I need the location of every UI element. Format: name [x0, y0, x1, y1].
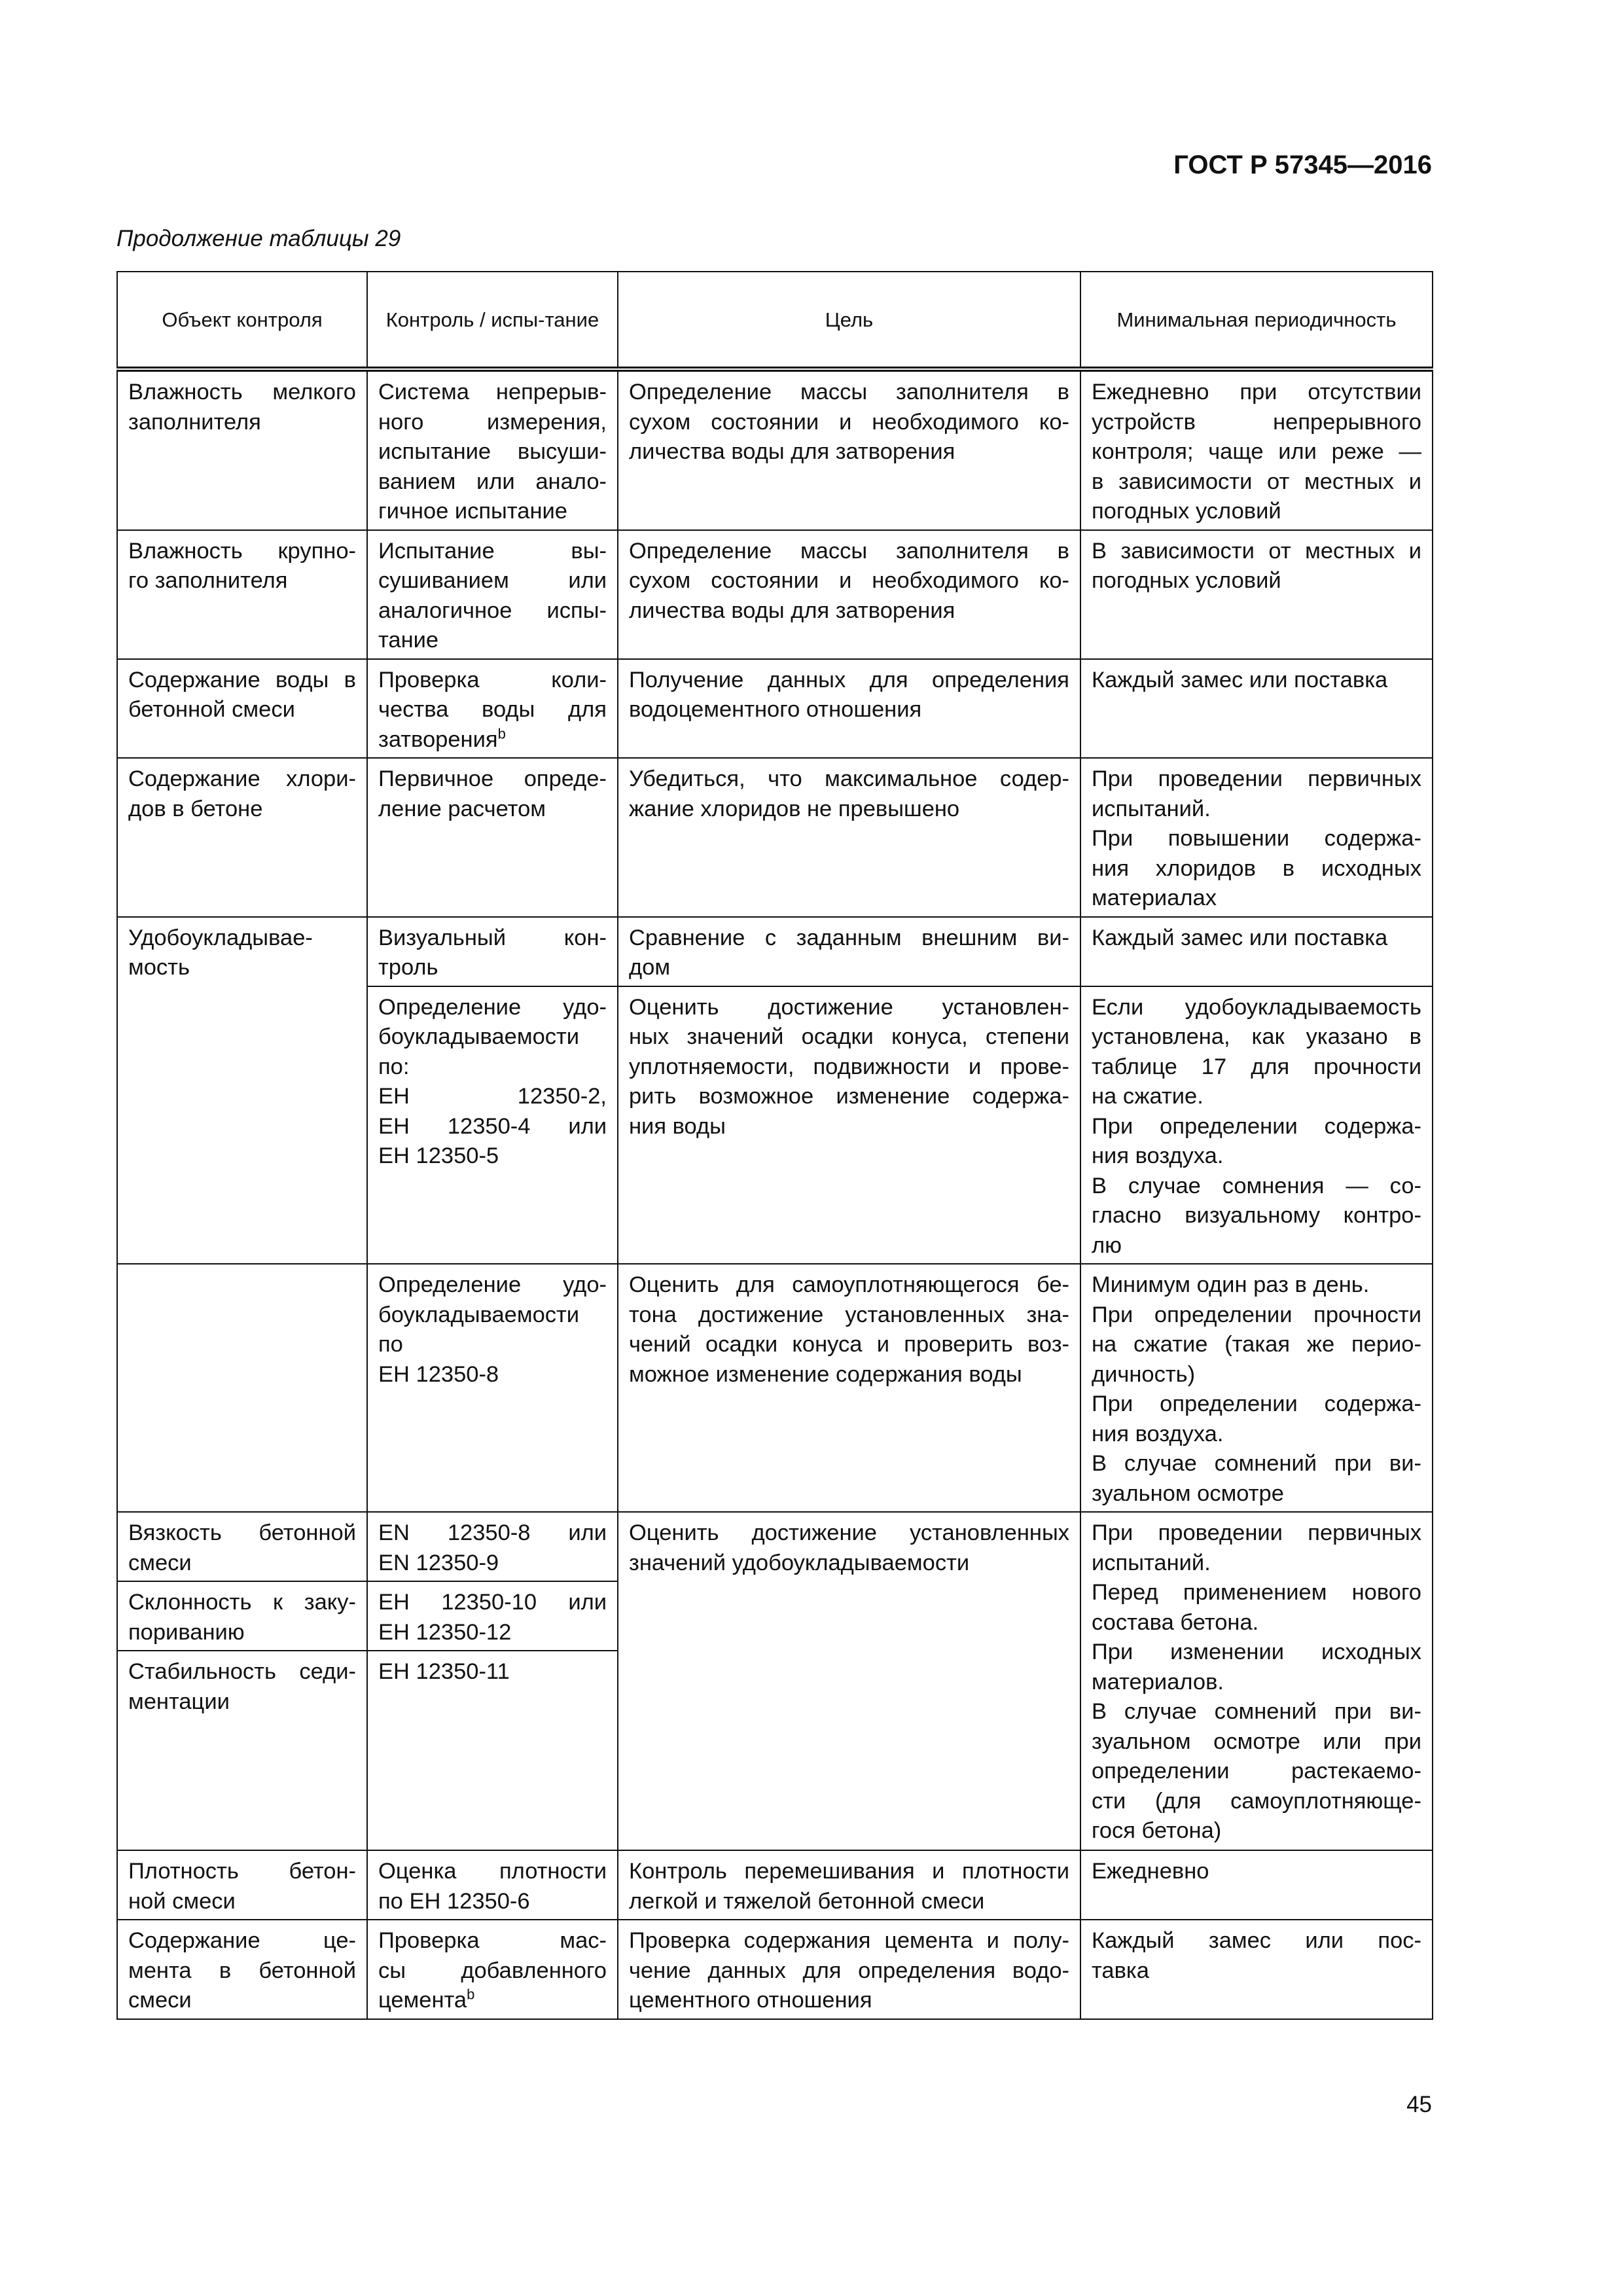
table-caption: Продолжение таблицы 29	[116, 226, 401, 251]
cell-object	[117, 1581, 367, 1651]
cell-line: состава бетона.	[1092, 1609, 1259, 1635]
cell-line: Первичное опреде-	[378, 766, 607, 791]
cell-line: устройств непрерывного	[1092, 409, 1421, 435]
cell-line: личества воды для затворения	[629, 439, 955, 464]
table-row	[117, 369, 1433, 530]
cell-line: EN 12350-8 или	[378, 1520, 607, 1545]
cell-period	[1080, 659, 1433, 759]
cell-control	[367, 1850, 618, 1920]
cell-line: В случае сомнений при ви-	[1092, 1451, 1421, 1476]
cell-line: дов в бетоне	[128, 796, 263, 821]
cell-line: Проверка содержания цемента и полу-	[629, 1928, 1069, 1953]
cell-control	[367, 369, 618, 530]
cell-line: ванием или анало-	[378, 469, 607, 494]
cell-line: Стабильность седи-	[128, 1659, 356, 1684]
cell-line: Вязкость бетонной	[128, 1520, 356, 1545]
cell-line: по	[378, 1332, 403, 1357]
cell-goal	[618, 986, 1080, 1265]
cell-control	[367, 1581, 618, 1651]
table-row	[117, 1920, 1433, 2019]
cell-line: в зависимости от местных и	[1092, 469, 1421, 494]
cell-line: Если удобоукладываемость	[1092, 994, 1421, 1020]
cell-line: EN 12350-9	[378, 1550, 499, 1575]
cell-period	[1080, 1920, 1433, 2019]
cell-line: значений удобоукладываемости	[629, 1550, 970, 1575]
cell-line: на сжатие (такая же перио-	[1092, 1332, 1421, 1357]
cell-line: Определение массы заполнителя в	[629, 538, 1069, 564]
cell-line: Оценка плотности	[378, 1859, 607, 1884]
cell-line: по:	[378, 1054, 410, 1079]
cell-line: Визуальный кон-	[378, 925, 607, 950]
footnote-marker: b	[467, 1986, 475, 2003]
cell-line: При определении прочности	[1092, 1302, 1421, 1327]
cell-line: Ежедневно	[1092, 1859, 1209, 1884]
table-row	[117, 1512, 1433, 1581]
cell-line: жание хлоридов не превышено	[629, 796, 960, 821]
cell-line: пориванию	[128, 1619, 245, 1645]
cell-goal	[618, 917, 1080, 986]
page-number: 45	[1406, 2092, 1432, 2117]
cell-line: го заполнителя	[128, 568, 288, 593]
cell-line: рить возможное изменение содержа-	[629, 1084, 1069, 1109]
cell-line: ЕН 12350-11	[378, 1659, 510, 1684]
cell-object	[117, 1512, 367, 1581]
cell-line: ЕН 12350-5	[378, 1143, 499, 1168]
cell-object-empty	[117, 1264, 367, 1512]
cell-line: чений осадки конуса и проверить воз-	[629, 1332, 1069, 1357]
cell-line: Удобоукладывае-	[128, 925, 313, 950]
cell-control	[367, 530, 618, 659]
cell-line: В случае сомнений при ви-	[1092, 1699, 1421, 1724]
cell-line: При проведении первичных	[1092, 766, 1421, 791]
cell-line: чества воды для	[378, 697, 607, 722]
cell-period	[1080, 1512, 1433, 1850]
cell-goal	[618, 1850, 1080, 1920]
cell-goal	[618, 659, 1080, 759]
cell-line: бетонной смеси	[128, 697, 295, 722]
table-row	[117, 530, 1433, 659]
cell-line: боукладываемости	[378, 1302, 580, 1327]
cell-line: ния воды	[629, 1113, 726, 1139]
cell-line: ление расчетом	[378, 796, 546, 821]
cell-line: ЕН 12350-10 или	[378, 1590, 607, 1615]
cell-line: лю	[1092, 1232, 1122, 1258]
cell-line: боукладываемости	[378, 1024, 580, 1049]
table-row	[117, 1264, 1433, 1512]
cell-line: При повышении содержа-	[1092, 826, 1421, 851]
cell-line: Влажность мелкого	[128, 380, 356, 404]
cell-period	[1080, 917, 1433, 986]
cell-line: Минимум один раз в день.	[1092, 1272, 1370, 1297]
cell-line: Проверка мас-	[378, 1928, 607, 1953]
cell-line: сти (для самоуплотняюще-	[1092, 1788, 1421, 1814]
cell-line: испытание высуши-	[378, 439, 607, 464]
cell-line: уплотняемости, подвижности и прове-	[629, 1054, 1069, 1079]
cell-line: Содержание це-	[128, 1928, 356, 1953]
cell-line: по ЕН 12350-6	[378, 1888, 530, 1914]
cell-goal	[618, 758, 1080, 917]
cell-line: Получение данных для определения	[629, 667, 1069, 692]
cell-line: таблице 17 для прочности	[1092, 1054, 1421, 1079]
cell-line: сухом состоянии и необходимого ко-	[629, 568, 1069, 593]
cell-line: личества воды для затворения	[629, 598, 955, 623]
cell-line: сухом состоянии и необходимого ко-	[629, 409, 1069, 435]
cell-line: Влажность крупно-	[128, 538, 356, 564]
cell-line: тона достижение установленных зна-	[629, 1302, 1069, 1327]
cell-line: сы добавленного	[378, 1958, 607, 1983]
cell-line: ния хлоридов в исходных	[1092, 855, 1421, 881]
cell-control	[367, 1264, 618, 1512]
cell-line: Перед применением нового	[1092, 1580, 1421, 1605]
cell-line: троль	[378, 955, 438, 980]
cell-period	[1080, 758, 1433, 917]
standard-header: ГОСТ Р 57345—2016	[1173, 151, 1432, 179]
cell-line: гичное испытание	[378, 499, 567, 524]
cell-line: Контроль перемешивания и плотности	[629, 1859, 1069, 1884]
cell-control	[367, 986, 618, 1265]
cell-line: зуальном осмотре или при	[1092, 1729, 1421, 1754]
table-header-row	[117, 272, 1433, 369]
cell-object	[117, 369, 367, 530]
cell-line: Ежедневно при отсутствии	[1092, 380, 1421, 404]
cell-line: При проведении первичных	[1092, 1520, 1421, 1545]
col-header-goal: Цель	[618, 272, 1080, 369]
cell-line: тание	[378, 628, 439, 653]
cell-line: Каждый замес или поставка	[1092, 925, 1388, 950]
table-row	[117, 917, 1433, 986]
cell-control	[367, 659, 618, 759]
cell-control	[367, 1920, 618, 2019]
cell-line: Склонность к заку-	[128, 1590, 356, 1615]
cell-line: аналогичное испы-	[378, 598, 607, 623]
cell-line: ЕН 12350-8	[378, 1361, 499, 1387]
cell-line: материалов.	[1092, 1669, 1224, 1695]
col-header-object: Объект контроля	[117, 272, 367, 369]
cell-object	[117, 1920, 367, 2019]
cell-line: ментации	[128, 1689, 230, 1714]
cell-line: чение данных для определения водо-	[629, 1958, 1069, 1983]
cell-period	[1080, 530, 1433, 659]
cell-line: испытаний.	[1092, 1550, 1211, 1575]
cell-line: мента в бетонной	[128, 1958, 356, 1983]
cell-line: сушиванием или	[378, 568, 607, 593]
cell-control	[367, 1651, 618, 1850]
cell-line: ния воздуха.	[1092, 1421, 1224, 1446]
cell-line: ных значений осадки конуса, степени	[629, 1024, 1069, 1049]
table-row	[117, 1850, 1433, 1920]
cell-line: смеси	[128, 1988, 192, 2013]
cell-line: ного измерения,	[378, 409, 607, 435]
cell-object	[117, 917, 367, 1265]
cell-line: ЕН 12350-2,	[378, 1084, 607, 1109]
cell-period	[1080, 986, 1433, 1265]
cell-line: можное изменение содержания воды	[629, 1361, 1022, 1387]
cell-control	[367, 758, 618, 917]
cell-line: Оценить для самоуплотняющегося бе-	[629, 1272, 1069, 1297]
cell-line: заполнителя	[128, 409, 261, 435]
cell-line: ЕН 12350-4 или	[378, 1113, 607, 1139]
cell-object	[117, 659, 367, 759]
cell-line: Испытание вы-	[378, 538, 607, 564]
cell-line: установлена, как указано в	[1092, 1024, 1421, 1049]
cell-line: гося бетона)	[1092, 1818, 1222, 1843]
cell-period	[1080, 369, 1433, 530]
control-table	[116, 271, 1433, 2020]
cell-line: мость	[128, 955, 190, 980]
cell-line: Определение массы заполнителя в	[629, 380, 1069, 404]
cell-line: определении растекаемо-	[1092, 1759, 1421, 1784]
cell-period	[1080, 1850, 1433, 1920]
cell-line: цементного отношения	[629, 1988, 872, 2013]
cell-line: материалах	[1092, 886, 1217, 910]
cell-line: на сжатие.	[1092, 1084, 1204, 1109]
cell-line: ния воздуха.	[1092, 1143, 1224, 1168]
cell-line: При определении содержа-	[1092, 1113, 1421, 1139]
cell-line: тавка	[1092, 1958, 1149, 1983]
cell-period	[1080, 1264, 1433, 1512]
cell-object	[117, 758, 367, 917]
cell-line: контроля; чаще или реже —	[1092, 439, 1421, 464]
cell-line: смеси	[128, 1550, 192, 1575]
cell-line: ЕН 12350-12	[378, 1619, 512, 1645]
cell-line: Определение удо-	[378, 1272, 607, 1297]
cell-line: В случае сомнения — со-	[1092, 1173, 1421, 1198]
cell-line: При изменении исходных	[1092, 1640, 1421, 1664]
cell-line: погодных условий	[1092, 499, 1281, 524]
cell-line: испытаний.	[1092, 796, 1211, 821]
col-header-control: Контроль / испы-тание	[367, 272, 618, 369]
cell-line: водоцементного отношения	[629, 697, 922, 722]
cell-line: дом	[629, 955, 671, 980]
table-row	[117, 659, 1433, 759]
cell-line: Убедиться, что максимальное содер-	[629, 766, 1069, 791]
cell-goal	[618, 1512, 1080, 1850]
cell-line: дичность)	[1092, 1361, 1196, 1387]
cell-line: В зависимости от местных и	[1092, 538, 1421, 564]
table-row	[117, 758, 1433, 917]
cell-line: Оценить достижение установленных	[629, 1520, 1069, 1545]
cell-line: Содержание хлори-	[128, 766, 356, 791]
cell-control	[367, 917, 618, 986]
cell-object	[117, 1850, 367, 1920]
cell-line: Содержание воды в	[128, 667, 356, 692]
footnote-marker: b	[497, 725, 506, 742]
cell-line: погодных условий	[1092, 568, 1281, 593]
cell-line: Каждый замес или поставка	[1092, 667, 1388, 692]
cell-line: цемента$^b$	[378, 1986, 475, 2013]
cell-line: Система непрерыв-	[378, 380, 607, 404]
cell-goal	[618, 530, 1080, 659]
cell-object	[117, 530, 367, 659]
cell-goal	[618, 1264, 1080, 1512]
cell-object	[117, 1651, 367, 1850]
cell-line: зуальном осмотре	[1092, 1480, 1284, 1506]
cell-line: Каждый замес или пос-	[1092, 1928, 1421, 1953]
cell-goal	[618, 1920, 1080, 2019]
cell-line: При определении содержа-	[1092, 1391, 1421, 1416]
cell-line: Проверка коли-	[378, 667, 607, 692]
cell-line: Плотность бетон-	[128, 1859, 356, 1884]
cell-line: гласно визуальному контро-	[1092, 1203, 1421, 1228]
cell-control	[367, 1512, 618, 1581]
cell-line: легкой и тяжелой бетонной смеси	[629, 1888, 985, 1914]
cell-line: Определение удо-	[378, 994, 607, 1020]
cell-line: ной смеси	[128, 1888, 236, 1914]
col-header-period: Минимальная периодичность	[1080, 272, 1433, 369]
cell-line: Сравнение с заданным внешним ви-	[629, 925, 1069, 950]
cell-line: затворения$^b$	[378, 725, 506, 752]
cell-goal	[618, 369, 1080, 530]
cell-line: Оценить достижение установлен-	[629, 994, 1069, 1020]
